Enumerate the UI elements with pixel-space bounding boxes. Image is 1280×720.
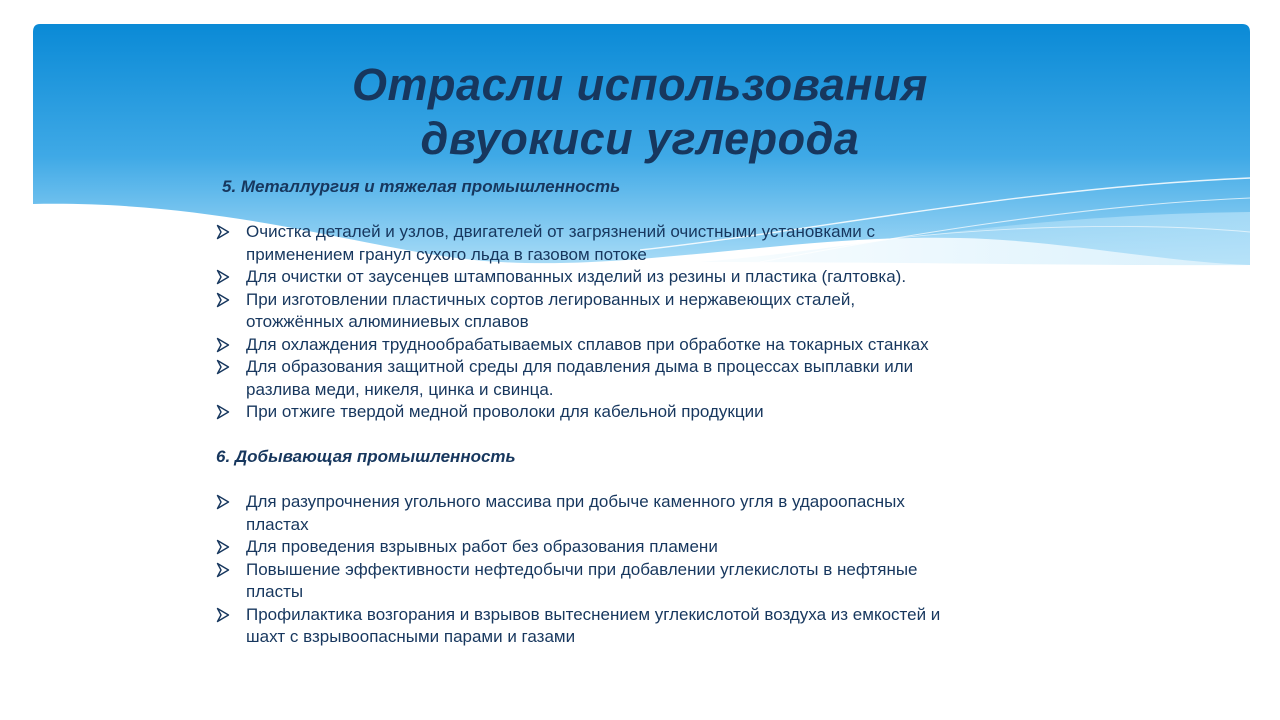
list-item xyxy=(216,401,946,424)
list-item-text: Профилактика возгорания и взрывов вытеснением углекислотой воздуха из емкостей и шахт с взрывоопасными парами и газами xyxy=(246,604,941,646)
list-item-text: Для очистки от заусенцев штампованных изделий из резины и пластика (галтовка). xyxy=(246,267,907,286)
list-item-text: При изготовлении пластичных сортов легированных и нержавеющих сталей, отожжённых алюминиевых сплавов xyxy=(246,289,856,331)
spacer xyxy=(216,199,946,222)
list-item xyxy=(216,559,946,604)
list-item xyxy=(216,536,946,559)
slide-title xyxy=(240,58,1040,166)
content-body xyxy=(216,176,946,649)
list-item-text: Очистка деталей и узлов, двигателей от загрязнений очистными установками с применением гранул сухого льда в газовом потоке xyxy=(246,222,875,264)
list-item xyxy=(216,604,946,649)
arrowhead-bullet-icon xyxy=(216,607,230,623)
arrowhead-bullet-icon xyxy=(216,292,230,308)
list-item-text: При отжиге твердой медной проволоки для кабельной продукции xyxy=(246,402,764,421)
arrowhead-bullet-icon xyxy=(216,337,230,353)
arrowhead-bullet-icon xyxy=(216,494,230,510)
list-item xyxy=(216,491,946,536)
list-item xyxy=(216,266,946,289)
list-item-text: Для проведения взрывных работ без образования пламени xyxy=(246,537,718,556)
title-line-1: Отрасли использования xyxy=(352,59,928,110)
section-heading-metallurgy: 5. Металлургия и тяжелая промышленность xyxy=(222,177,621,196)
list-item-text: Для охлаждения труднообрабатываемых сплавов при обработке на токарных станках xyxy=(246,334,929,354)
section-heading-mining: 6. Добывающая промышленность xyxy=(216,447,516,466)
arrowhead-bullet-icon xyxy=(216,539,230,555)
arrowhead-bullet-icon xyxy=(216,562,230,578)
list-item xyxy=(216,334,946,357)
spacer xyxy=(216,424,946,447)
list-item-text: Повышение эффективности нефтедобычи при добавлении углекислоты в нефтяные пласты xyxy=(246,559,918,601)
title-line-2: двуокиси углерода xyxy=(420,113,860,164)
list-item-text: Для образования защитной среды для подавления дыма в процессах выплавки или разлива меди, никеля, цинка и свинца. xyxy=(246,357,914,399)
arrowhead-bullet-icon xyxy=(216,359,230,375)
list-item xyxy=(216,289,946,334)
arrowhead-bullet-icon xyxy=(216,269,230,285)
arrowhead-bullet-icon xyxy=(216,224,230,240)
list-item xyxy=(216,221,946,266)
list-metallurgy xyxy=(216,221,946,424)
list-item xyxy=(216,356,946,401)
list-item-text: Для разупрочнения угольного массива при добыче каменного угля в удароопасных пластах xyxy=(246,492,905,534)
spacer xyxy=(216,469,946,492)
arrowhead-bullet-icon xyxy=(216,404,230,420)
list-mining xyxy=(216,491,946,649)
